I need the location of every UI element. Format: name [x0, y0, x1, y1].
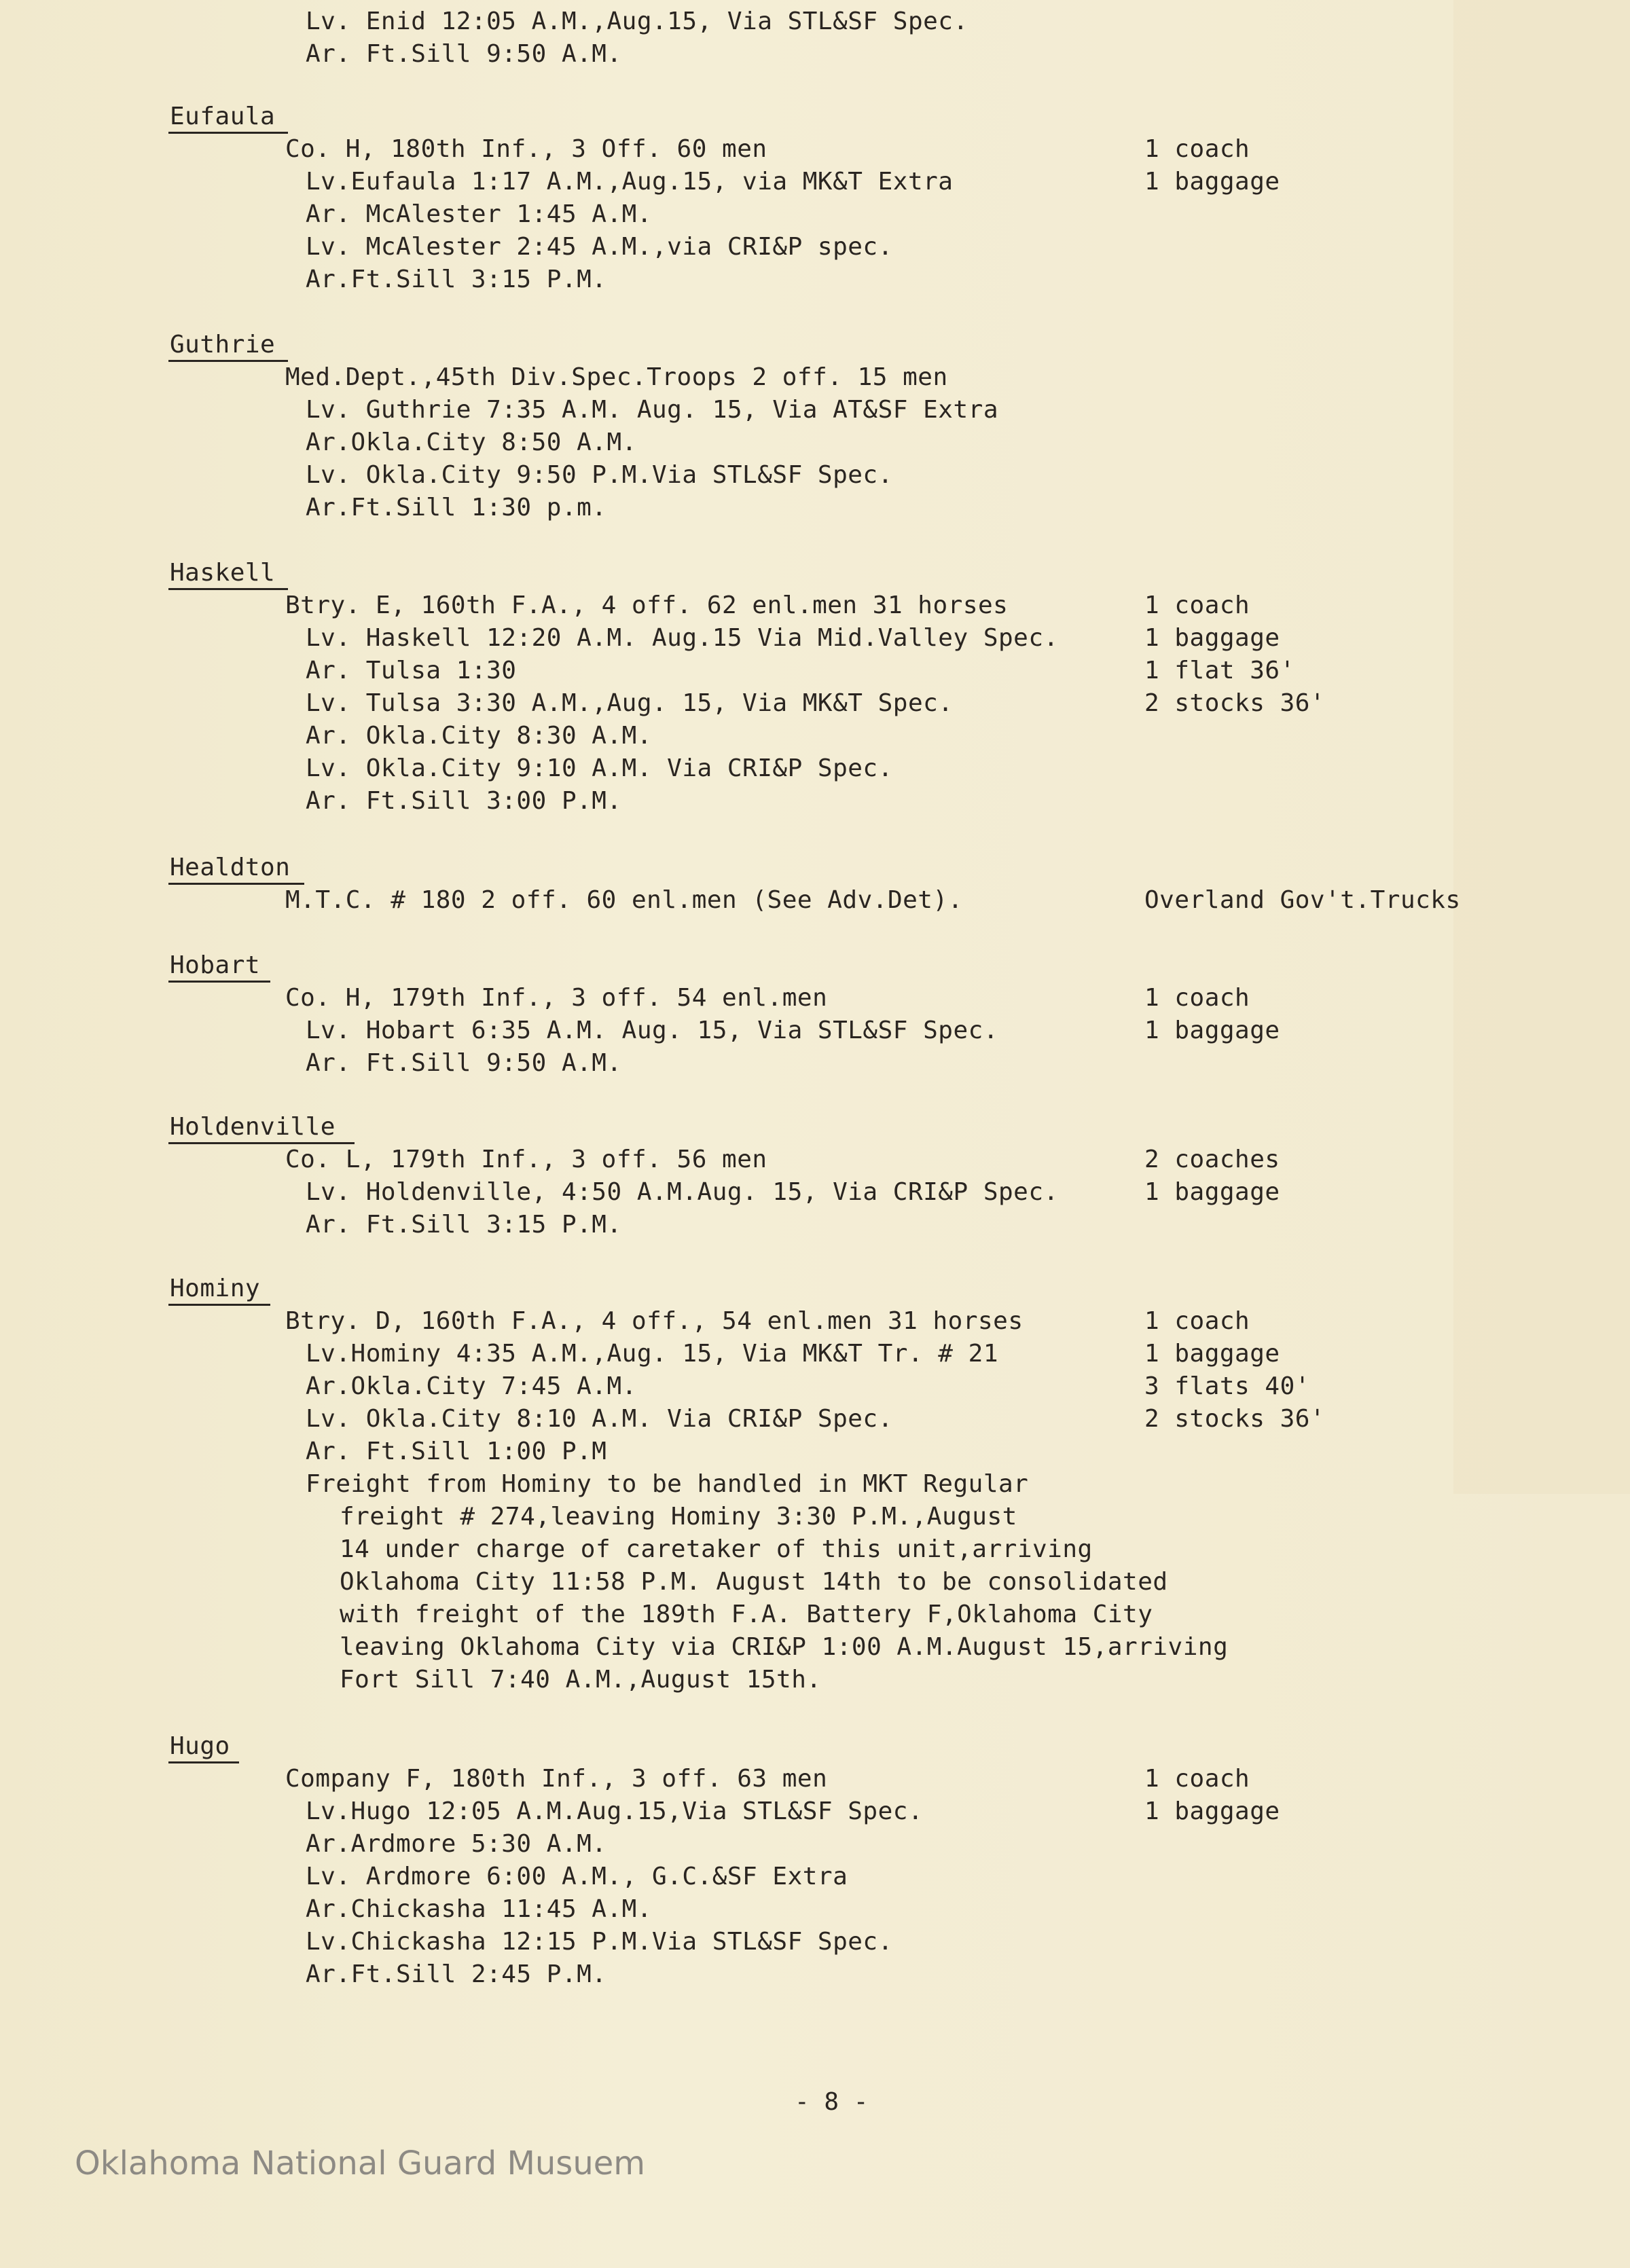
unit-line: Company F, 180th Inf., 3 off. 63 men: [285, 1765, 828, 1793]
equipment-item: 1 coach: [1144, 1765, 1250, 1793]
equipment-item: 1 coach: [1144, 591, 1250, 619]
freight-note: 14 under charge of caretaker of this unit,arriving: [340, 1535, 1093, 1563]
freight-note: Fort Sill 7:40 A.M.,August 15th.: [340, 1666, 822, 1694]
schedule-line: Lv. Okla.City 9:50 P.M.Via STL&SF Spec.: [306, 461, 893, 489]
schedule-line: Lv.Chickasha 12:15 P.M.Via STL&SF Spec.: [306, 1928, 893, 1956]
town-heading: Holdenville: [170, 1113, 336, 1141]
town-heading: Hobart: [170, 951, 261, 979]
schedule-line: Lv. Okla.City 8:10 A.M. Via CRI&P Spec.: [306, 1405, 893, 1433]
freight-note: with freight of the 189th F.A. Battery F,Oklahoma City: [340, 1601, 1153, 1628]
equipment-item: 2 stocks 36': [1144, 1405, 1326, 1433]
unit-line: Btry. D, 160th F.A., 4 off., 54 enl.men 31 horses: [285, 1307, 1024, 1335]
equipment-item: 1 coach: [1144, 984, 1250, 1012]
equipment-item: 1 baggage: [1144, 624, 1280, 652]
schedule-line: Ar.Ardmore 5:30 A.M.: [306, 1830, 607, 1858]
unit-line: M.T.C. # 180 2 off. 60 enl.men (See Adv.Det).: [285, 886, 963, 914]
equipment-item: 1 baggage: [1144, 1178, 1280, 1206]
text-line: Lv. Enid 12:05 A.M.,Aug.15, Via STL&SF Spec.: [306, 7, 968, 35]
schedule-line: Lv. Hobart 6:35 A.M. Aug. 15, Via STL&SF Spec.: [306, 1017, 998, 1044]
schedule-line: Ar. Ft.Sill 9:50 A.M.: [306, 1049, 622, 1077]
schedule-line: Ar.Chickasha 11:45 A.M.: [306, 1895, 652, 1923]
schedule-line: Ar.Okla.City 8:50 A.M.: [306, 428, 637, 456]
schedule-line: Lv.Eufaula 1:17 A.M.,Aug.15, via MK&T Extra: [306, 168, 954, 196]
heading-underline: [168, 1304, 270, 1306]
unit-line: Co. H, 179th Inf., 3 off. 54 enl.men: [285, 984, 828, 1012]
town-heading: Healdton: [170, 854, 291, 881]
schedule-line: Ar. Okla.City 8:30 A.M.: [306, 722, 652, 750]
schedule-line: Ar. Tulsa 1:30: [306, 657, 517, 684]
unit-line: Btry. E, 160th F.A., 4 off. 62 enl.men 31 horses: [285, 591, 1009, 619]
equipment-item: 1 baggage: [1144, 168, 1280, 196]
schedule-line: Lv.Hugo 12:05 A.M.Aug.15,Via STL&SF Spec.: [306, 1797, 924, 1825]
equipment-item: 1 baggage: [1144, 1797, 1280, 1825]
heading-underline: [168, 883, 304, 885]
equipment-item: 2 coaches: [1144, 1146, 1280, 1173]
unit-line: Co. L, 179th Inf., 3 off. 56 men: [285, 1146, 767, 1173]
freight-note: leaving Oklahoma City via CRI&P 1:00 A.M.August 15,arriving: [340, 1633, 1229, 1661]
bleed-through-area: [1453, 0, 1630, 1494]
schedule-line: Lv. Haskell 12:20 A.M. Aug.15 Via Mid.Valley Spec.: [306, 624, 1059, 652]
freight-note: Oklahoma City 11:58 P.M. August 14th to be consolidated: [340, 1568, 1168, 1596]
town-heading: Haskell: [170, 559, 276, 587]
heading-underline: [168, 1761, 239, 1763]
heading-underline: [168, 132, 288, 134]
unit-line: Med.Dept.,45th Div.Spec.Troops 2 off. 15 men: [285, 363, 948, 391]
schedule-line: Lv. Holdenville, 4:50 A.M.Aug. 15, Via CRI&P Spec.: [306, 1178, 1059, 1206]
equipment-item: 1 coach: [1144, 1307, 1250, 1335]
equipment-item: 2 stocks 36': [1144, 689, 1326, 717]
schedule-line: Ar.Ft.Sill 2:45 P.M.: [306, 1960, 607, 1988]
equipment-item: Overland Gov't.Trucks: [1144, 886, 1461, 914]
equipment-item: 1 coach: [1144, 135, 1250, 163]
equipment-item: 1 flat 36': [1144, 657, 1295, 684]
equipment-item: 1 baggage: [1144, 1340, 1280, 1368]
schedule-line: Lv. Tulsa 3:30 A.M.,Aug. 15, Via MK&T Spec.: [306, 689, 954, 717]
heading-underline: [168, 981, 270, 983]
schedule-line: Lv. Ardmore 6:00 A.M., G.C.&SF Extra: [306, 1863, 848, 1890]
schedule-line: Ar. Ft.Sill 1:00 P.M: [306, 1438, 607, 1465]
schedule-line: Ar. McAlester 1:45 A.M.: [306, 200, 652, 228]
page-number: - 8 -: [795, 2088, 869, 2116]
heading-underline: [168, 360, 288, 362]
town-heading: Hominy: [170, 1275, 261, 1302]
freight-note: freight # 274,leaving Hominy 3:30 P.M.,August: [340, 1503, 1017, 1531]
schedule-line: Ar. Ft.Sill 3:15 P.M.: [306, 1211, 622, 1239]
town-heading: Hugo: [170, 1732, 230, 1760]
schedule-line: Ar.Okla.City 7:45 A.M.: [306, 1372, 637, 1400]
equipment-item: 1 baggage: [1144, 1017, 1280, 1044]
text-line: Ar. Ft.Sill 9:50 A.M.: [306, 40, 622, 68]
unit-line: Co. H, 180th Inf., 3 Off. 60 men: [285, 135, 767, 163]
town-heading: Guthrie: [170, 331, 276, 359]
schedule-line: Lv.Hominy 4:35 A.M.,Aug. 15, Via MK&T Tr. # 21: [306, 1340, 998, 1368]
equipment-item: 3 flats 40': [1144, 1372, 1310, 1400]
schedule-line: Lv. Okla.City 9:10 A.M. Via CRI&P Spec.: [306, 754, 893, 782]
schedule-line: Ar.Ft.Sill 1:30 p.m.: [306, 494, 607, 522]
watermark: Oklahoma National Guard Musuem: [75, 2144, 646, 2182]
schedule-line: Ar. Ft.Sill 3:00 P.M.: [306, 787, 622, 815]
schedule-line: Lv. Guthrie 7:35 A.M. Aug. 15, Via AT&SF Extra: [306, 396, 998, 424]
town-heading: Eufaula: [170, 103, 276, 130]
schedule-line: Lv. McAlester 2:45 A.M.,via CRI&P spec.: [306, 233, 893, 261]
schedule-line: Ar.Ft.Sill 3:15 P.M.: [306, 266, 607, 293]
freight-note: Freight from Hominy to be handled in MKT Regular: [306, 1470, 1029, 1498]
heading-underline: [168, 588, 288, 590]
